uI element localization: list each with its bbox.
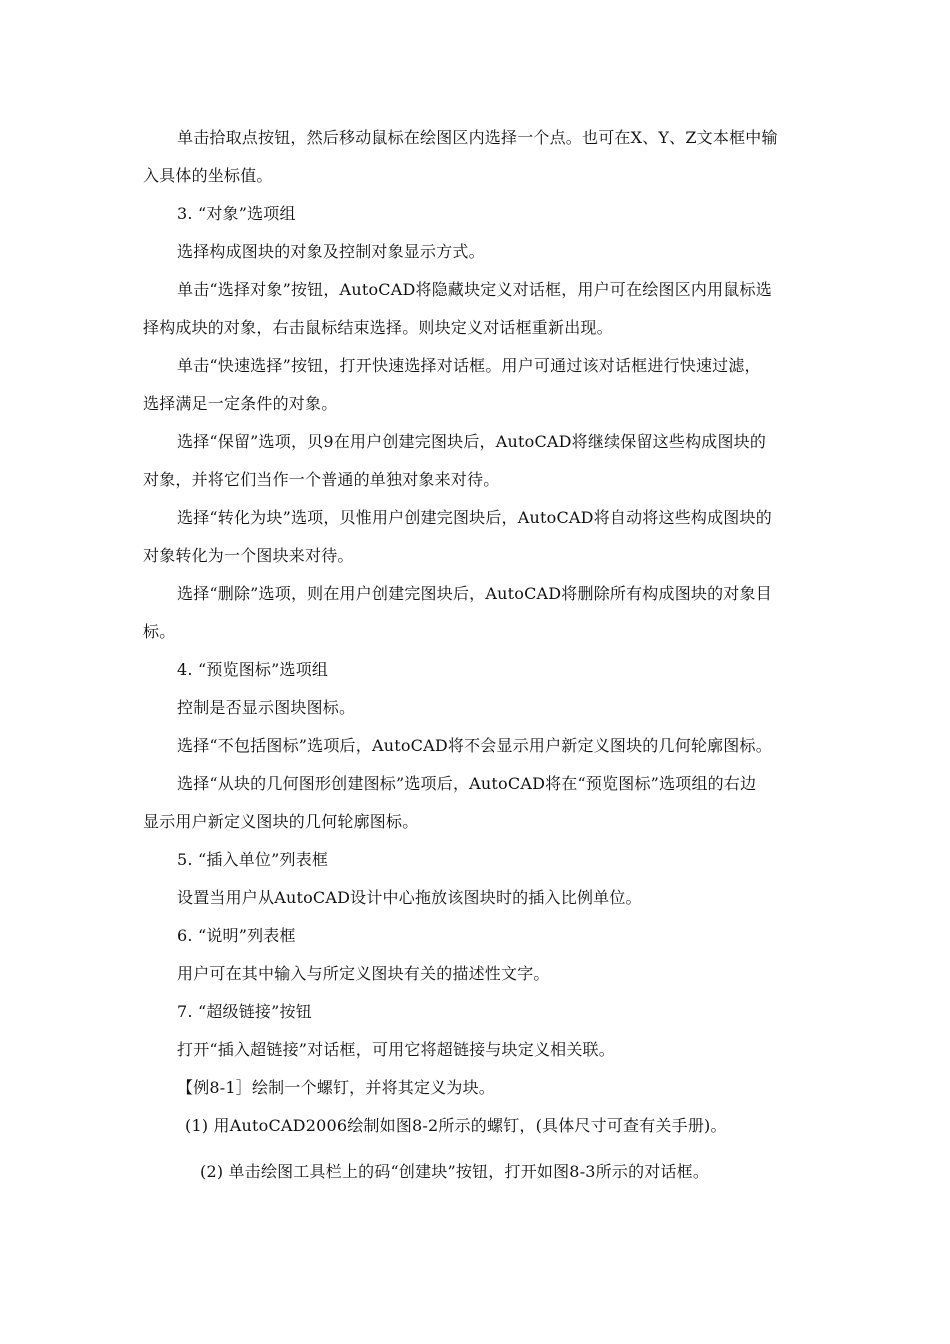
- text-line: 打开“插入超链接”对话框，可用它将超链接与块定义相关联。: [177, 1040, 615, 1059]
- text-line: 标。: [143, 622, 176, 641]
- text-line: 选择满足一定条件的对象。: [143, 394, 338, 413]
- section-heading: 6. “说明”列表框: [177, 926, 296, 945]
- section-heading: 4. “预览图标”选项组: [177, 660, 329, 679]
- text-line: 设置当用户从AutoCAD设计中心拖放该图块时的插入比例单位。: [177, 888, 642, 907]
- text-line: 对象，并将它们当作一个普通的单独对象来对待。: [143, 470, 500, 489]
- text-line: 选择“从块的几何图形创建图标”选项后，AutoCAD将在“预览图标”选项组的右边: [177, 774, 757, 793]
- text-line: 控制是否显示图块图标。: [177, 698, 356, 717]
- text-line: 选择“转化为块”选项，贝惟用户创建完图块后，AutoCAD将自动将这些构成图块的: [177, 508, 772, 527]
- text-line: 单击“快速选择”按钮，打开快速选择对话框。用户可通过该对话框进行快速过滤，: [177, 356, 761, 375]
- step-item: (2) 单击绘图工具栏上的码“创建块”按钮，打开如图8-3所示的对话框。: [200, 1162, 710, 1181]
- text-line: 单击“选择对象”按钮，AutoCAD将隐藏块定义对话框，用户可在绘图区内用鼠标选: [177, 280, 772, 299]
- text-line: 入具体的坐标值。: [143, 166, 273, 185]
- text-line: 用户可在其中输入与所定义图块有关的描述性文字。: [177, 964, 550, 983]
- text-line: 择构成块的对象，右击鼠标结束选择。则块定义对话框重新出现。: [143, 318, 613, 337]
- text-line: 选择“删除”选项，则在用户创建完图块后，AutoCAD将删除所有构成图块的对象目: [177, 584, 772, 603]
- step-item: (1) 用AutoCAD2006绘制如图8-2所示的螺钉，(具体尺寸可查有关手册)。: [185, 1116, 727, 1135]
- section-heading: 3. “对象”选项组: [177, 204, 296, 223]
- text-line: 对象转化为一个图块来对待。: [143, 546, 354, 565]
- text-line: 选择“不包括图标”选项后，AutoCAD将不会显示用户新定义图块的几何轮廓图标。: [177, 736, 772, 755]
- example-heading: 【例8-1］绘制一个螺钉，并将其定义为块。: [177, 1078, 495, 1097]
- section-heading: 5. “插入单位”列表框: [177, 850, 329, 869]
- text-line: 显示用户新定义图块的几何轮廓图标。: [143, 812, 419, 831]
- section-heading: 7. “超级链接”按钮: [177, 1002, 312, 1021]
- text-line: 选择“保留”选项，贝9在用户创建完图块后，AutoCAD将继续保留这些构成图块的: [177, 432, 767, 451]
- text-line: 选择构成图块的对象及控制对象显示方式。: [177, 242, 485, 261]
- text-line: 单击拾取点按钮，然后移动鼠标在绘图区内选择一个点。也可在X、Y、Z文本框中输: [177, 128, 778, 147]
